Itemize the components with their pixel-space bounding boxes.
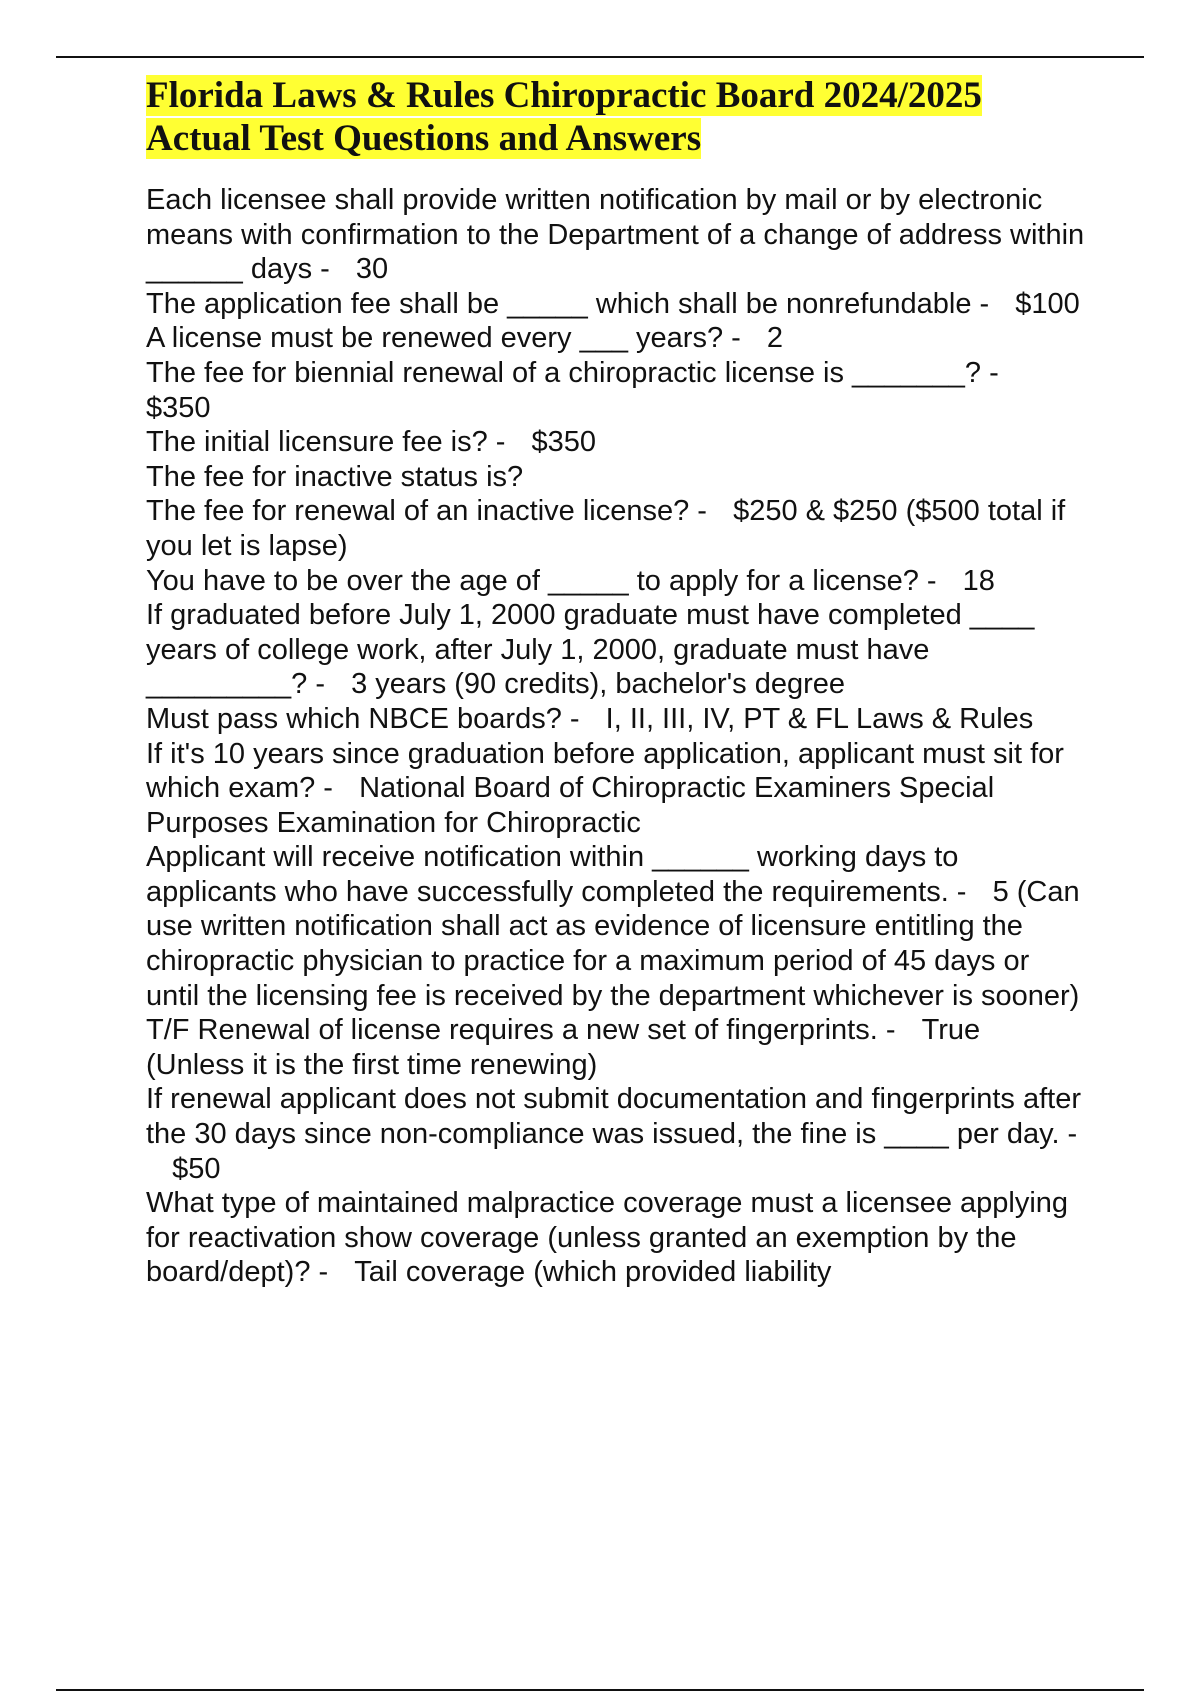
- question-text: If it's 10 years since graduation before application, applicant must sit for which exam? -: [146, 737, 1064, 805]
- question-text: The initial licensure fee is? -: [146, 426, 506, 459]
- question-text: A license must be renewed every ___ years? -: [146, 322, 741, 355]
- question-text: The fee for biennial renewal of a chiropractic license is _______? -: [146, 356, 999, 389]
- answer-text: 18: [962, 564, 995, 597]
- answer-text: National Board of Chiropractic Examiners Special Purposes Examination for Chiropractic: [146, 772, 995, 839]
- qa-item: [146, 356, 1086, 425]
- title-line-1: Florida Laws & Rules Chiropractic Board 2024/2025: [146, 75, 982, 116]
- qa-item: [146, 737, 1086, 841]
- answer-text: $100: [1015, 287, 1080, 320]
- qa-item: [146, 1013, 1086, 1082]
- question-text: Must pass which NBCE boards? -: [146, 702, 580, 735]
- question-text: If renewal applicant does not submit documentation and fingerprints after the 30 days since non-compliance was issued, the fine is ____ per day. -: [146, 1083, 1081, 1151]
- answer-text: 30: [355, 253, 389, 286]
- answer-text: $350: [146, 391, 211, 424]
- qa-item: [146, 494, 1086, 563]
- qa-item: [146, 183, 1086, 287]
- qa-item: [146, 564, 1086, 599]
- qa-item: [146, 460, 1086, 495]
- answer-text: $350: [531, 426, 597, 459]
- question-text: If graduated before July 1, 2000 graduate must have completed ____ years of college work, after July 1, 2000, graduate must have _________? -: [146, 599, 1035, 701]
- top-rule: [56, 56, 1144, 58]
- question-text: Applicant will receive notification within ______ working days to applicants who have successfully completed the requirements. -: [146, 841, 967, 908]
- question-text: Each licensee shall provide written notification by mail or by electronic means with confirmation to the Department of a change of address within ______ days -: [146, 184, 1085, 286]
- qa-item: [146, 598, 1086, 702]
- qa-item: [146, 321, 1086, 356]
- qa-item: [146, 287, 1086, 322]
- qa-list: [146, 183, 1086, 1290]
- answer-text: $50: [172, 1152, 221, 1185]
- qa-item: [146, 840, 1086, 1013]
- question-text: You have to be over the age of _____ to apply for a license? -: [146, 564, 937, 597]
- answer-text: True (Unless it is the first time renewing): [146, 1014, 981, 1081]
- answer-text: $250 & $250 ($500 total if you let is lapse): [146, 495, 1066, 562]
- qa-item: [146, 702, 1086, 737]
- title-line-2: Actual Test Questions and Answers: [146, 118, 702, 159]
- question-text: The fee for inactive status is?: [146, 460, 524, 493]
- question-text: T/F Renewal of license requires a new set of fingerprints. -: [146, 1014, 896, 1047]
- answer-text: I, II, III, IV, PT & FL Laws & Rules: [605, 702, 1034, 735]
- qa-item: [146, 425, 1086, 460]
- question-text: The fee for renewal of an inactive license? -: [146, 495, 707, 528]
- bottom-rule: [56, 1689, 1144, 1691]
- answer-text: 2: [766, 322, 784, 355]
- qa-item: [146, 1082, 1086, 1186]
- answer-text: 3 years (90 credits), bachelor's degree: [351, 668, 846, 701]
- answer-text: 5 (Can use written notification shall act as evidence of licensure entitling the chiropractic physician to practice for a maximum period of 45 days or until the licensing fee is received by the department whichever is sooner): [146, 875, 1080, 1012]
- question-text: What type of maintained malpractice coverage must a licensee applying for reactivation show coverage (unless granted an exemption by the board/dept)? -: [146, 1187, 1069, 1289]
- qa-item: [146, 1186, 1086, 1290]
- document-title: [146, 74, 1106, 160]
- answer-text: Tail coverage (which provided liability: [354, 1256, 832, 1289]
- question-text: The application fee shall be _____ which shall be nonrefundable -: [146, 287, 990, 320]
